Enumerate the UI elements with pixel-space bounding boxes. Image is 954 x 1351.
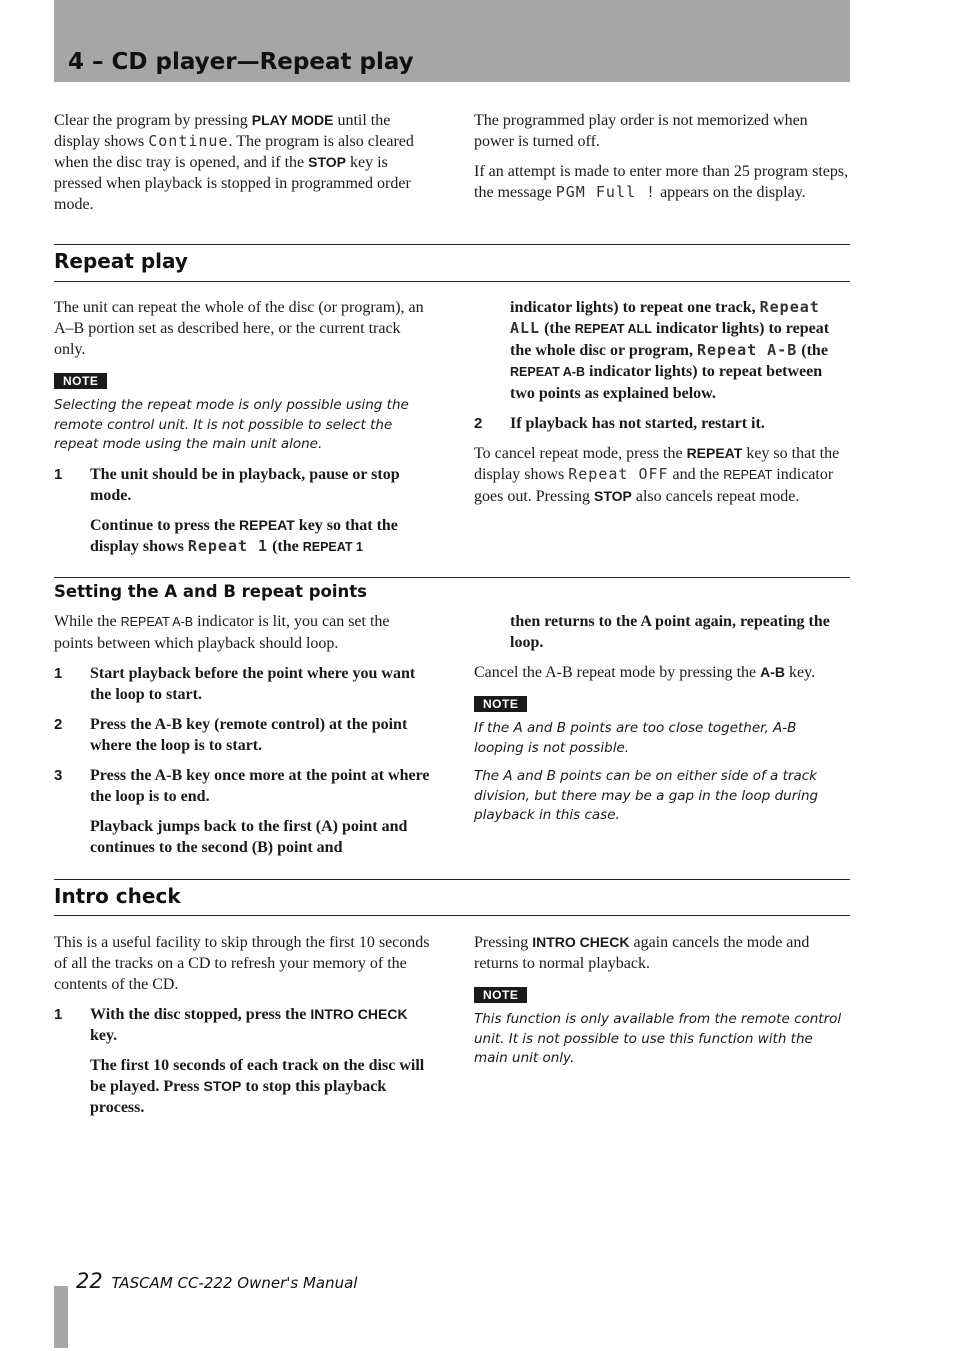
intro-check-left-column bbox=[54, 932, 430, 1127]
repeat-ab-indicator: REPEAT A-B bbox=[510, 365, 585, 379]
note-block bbox=[474, 695, 850, 826]
step-number: 3 bbox=[54, 767, 63, 784]
section-rule-bottom bbox=[54, 915, 850, 916]
repeat-key: REPEAT bbox=[239, 516, 295, 533]
lcd-repeat-off: Repeat OFF bbox=[568, 465, 669, 483]
lcd-repeat-ab: Repeat A-B bbox=[696, 341, 798, 359]
subsection-title-ab: Setting the A and B repeat points bbox=[54, 582, 368, 601]
step-number: 1 bbox=[54, 465, 63, 483]
step-text: If playback has not started, restart it. bbox=[510, 415, 765, 432]
repeat-ab-indicator: REPEAT A-B bbox=[120, 615, 194, 629]
ab-key: A-B bbox=[760, 664, 786, 680]
step-text: Press the A-B key (remote control) at the point where the loop is to start. bbox=[90, 716, 408, 754]
note-text: This function is only available from the remote control unit. It is not possible to use this function with the main unit only. bbox=[474, 1011, 842, 1066]
step-continuation: The first 10 seconds of each track on the disc will be played. Press STOP to stop this playback process. bbox=[90, 1057, 425, 1116]
ab-left-column bbox=[54, 611, 430, 867]
section-rule-top bbox=[54, 244, 850, 245]
step-number: 1 bbox=[54, 1006, 63, 1023]
section-rule-top bbox=[54, 879, 850, 880]
note-text: The A and B points can be on either side of a track division, but there may be a gap in the loop during playback in this case. bbox=[474, 768, 819, 823]
step-item bbox=[474, 413, 850, 434]
memory-paragraph: The programmed play order is not memorized when power is turned off. bbox=[474, 112, 808, 150]
intro-check-paragraph: This is a useful facility to skip through the first 10 seconds of all the tracks on a CD to refresh your memory of the contents of the CD. bbox=[54, 934, 430, 993]
lcd-repeat-all: Repeat ALL bbox=[510, 298, 820, 337]
repeat-right-column bbox=[474, 297, 850, 516]
repeat-1-indicator: REPEAT 1 bbox=[302, 539, 363, 554]
section-rule-bottom bbox=[54, 281, 850, 282]
note-badge: NOTE bbox=[474, 696, 527, 712]
note-badge: NOTE bbox=[474, 987, 527, 1003]
step-text: The unit should be in playback, pause or stop mode. bbox=[90, 465, 400, 504]
step-text: Start playback before the point where you want the loop to start. bbox=[90, 665, 416, 703]
stop-key: STOP bbox=[203, 1078, 242, 1094]
page-footer bbox=[76, 1269, 357, 1293]
stop-key: STOP bbox=[308, 154, 347, 170]
lcd-continue: Continue bbox=[148, 132, 229, 150]
step-item bbox=[54, 765, 430, 807]
cancel-repeat-paragraph: To cancel repeat mode, press the REPEAT key so that the display shows Repeat OFF and the REPEAT indicator goes out. Pressing STOP also cancels repeat mode. bbox=[474, 445, 840, 505]
intro-check-key: INTRO CHECK bbox=[310, 1006, 408, 1022]
lcd-repeat-1: Repeat 1 bbox=[187, 536, 269, 555]
play-mode-key: PLAY MODE bbox=[251, 112, 334, 128]
note-text: Selecting the repeat mode is only possible using the remote control unit. It is not possible to select the repeat mode using the main unit alone. bbox=[54, 397, 409, 452]
chapter-title: 4 – CD player—Repeat play bbox=[68, 49, 414, 75]
step-continuation: indicator lights) to repeat one track, Repeat ALL (the REPEAT ALL indicator lights) to repeat the whole disc or program, Repeat A-B (the REPEAT A-B indicator lights) to repeat between two points as explained below. bbox=[510, 298, 830, 402]
repeat-left-column bbox=[54, 297, 430, 567]
step-item bbox=[54, 714, 430, 756]
repeat-intro-paragraph: The unit can repeat the whole of the disc (or program), an A–B portion set as described here, or the current track only. bbox=[54, 299, 424, 358]
step-continuation: then returns to the A point again, repeating the loop. bbox=[510, 613, 830, 651]
footer-bar bbox=[54, 1286, 68, 1348]
repeat-all-indicator: REPEAT ALL bbox=[574, 322, 652, 336]
repeat-indicator: REPEAT bbox=[723, 468, 773, 482]
section-title-intro-check: Intro check bbox=[54, 884, 181, 908]
note-block bbox=[54, 372, 430, 455]
step-item bbox=[54, 464, 430, 506]
program-clear-paragraph: Clear the program by pressing PLAY MODE until the display shows Continue. The program is also cleared when the disc tray is opened, and if the STOP key is pressed when playback is stopped in programmed order mode. bbox=[54, 112, 414, 213]
repeat-key: REPEAT bbox=[686, 445, 743, 461]
step-continuation: Continue to press the REPEAT key so that the display shows Repeat 1 (the REPEAT 1 bbox=[90, 516, 398, 555]
lcd-pgm-full: PGM Full ! bbox=[555, 183, 657, 201]
intro-check-key: INTRO CHECK bbox=[532, 934, 630, 950]
step-number: 1 bbox=[54, 665, 63, 682]
step-number: 2 bbox=[54, 716, 63, 733]
step-number: 2 bbox=[474, 415, 483, 432]
intro-check-cancel-paragraph: Pressing INTRO CHECK again cancels the mode and returns to normal playback. bbox=[474, 934, 810, 972]
stop-key: STOP bbox=[594, 488, 632, 504]
note-text: If the A and B points are too close together, A-B looping is not possible. bbox=[474, 720, 797, 756]
program-full-paragraph: If an attempt is made to enter more than 25 program steps, the message PGM Full ! appears on the display. bbox=[474, 163, 849, 201]
subsection-rule bbox=[54, 577, 850, 578]
step-text: Press the A-B key once more at the point at where the loop is to end. bbox=[90, 767, 430, 805]
cancel-ab-paragraph: Cancel the A-B repeat mode by pressing the A-B key. bbox=[474, 664, 816, 681]
ab-right-column bbox=[474, 611, 850, 835]
page-number: 22 bbox=[76, 1269, 103, 1293]
section-title-repeat-play: Repeat play bbox=[54, 249, 188, 273]
step-item bbox=[54, 663, 430, 705]
ab-intro-paragraph: While the REPEAT A-B indicator is lit, you can set the points between which playback should loop. bbox=[54, 613, 390, 652]
step-continuation: Playback jumps back to the first (A) point and continues to the second (B) point and bbox=[90, 818, 408, 856]
note-block bbox=[474, 986, 850, 1069]
note-badge: NOTE bbox=[54, 373, 107, 389]
intro-right-column bbox=[474, 110, 850, 212]
manual-title: TASCAM CC-222 Owner's Manual bbox=[111, 1274, 358, 1292]
intro-left-column bbox=[54, 110, 430, 224]
step-item: 1 With the disc stopped, press the INTRO CHECK key. bbox=[54, 1006, 408, 1044]
intro-check-right-column bbox=[474, 932, 850, 1078]
